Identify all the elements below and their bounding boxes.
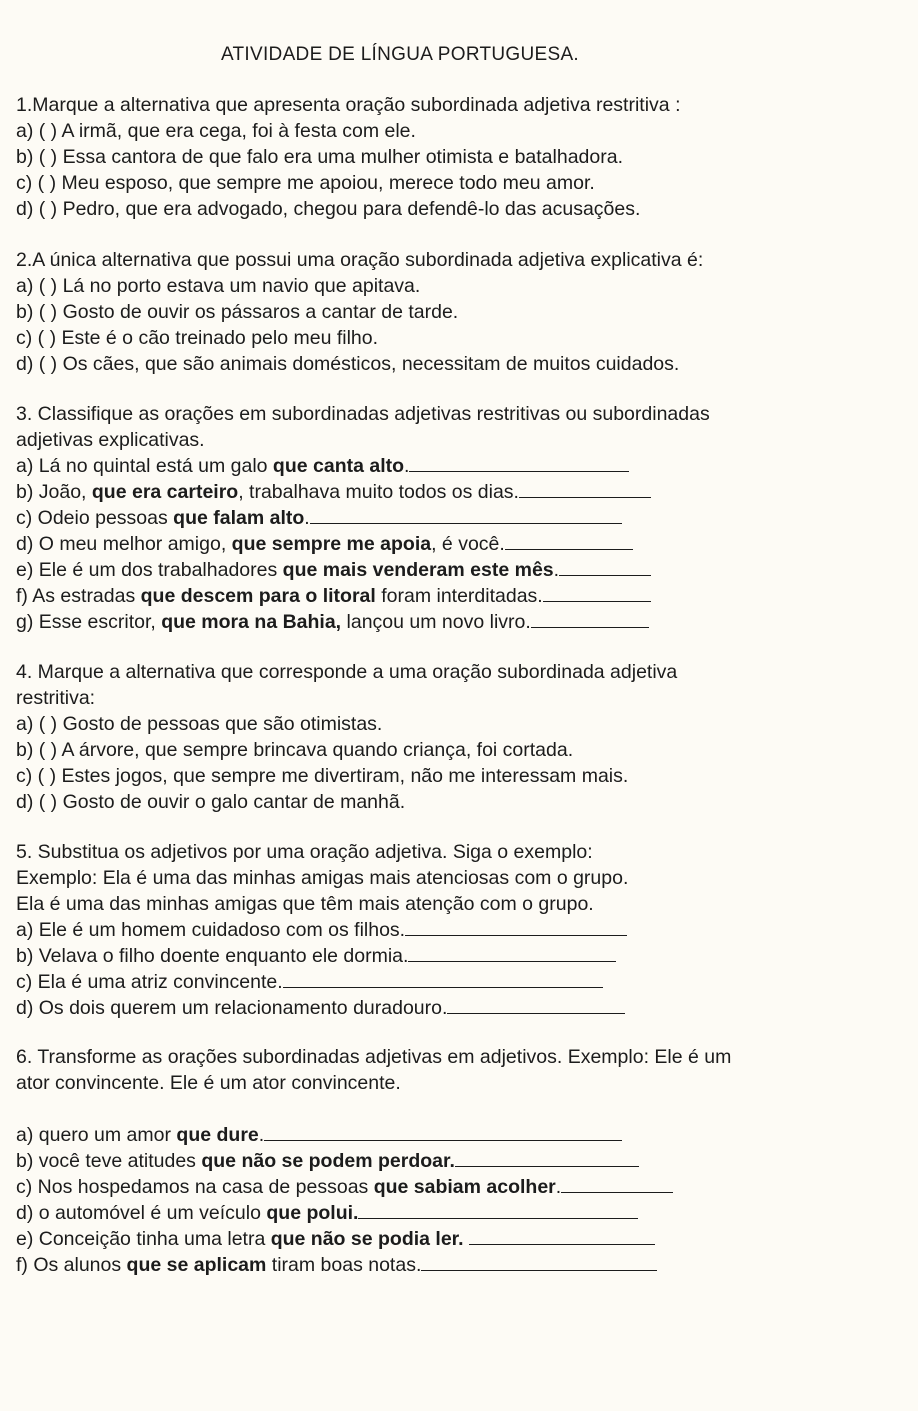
q1-option-b: b) ( ) Essa cantora de que falo era uma mulher otimista e batalhadora. [16, 146, 623, 168]
answer-blank[interactable] [559, 559, 651, 576]
answer-blank[interactable] [408, 945, 616, 962]
q3-item-e: e) Ele é um dos trabalhadores que mais venderam este mês. [16, 559, 651, 581]
q2-option-b: b) ( ) Gosto de ouvir os pássaros a cantar de tarde. [16, 301, 459, 323]
q5-item-a: a) Ele é um homem cuidadoso com os filhos. [16, 919, 627, 941]
q4-option-c: c) ( ) Estes jogos, que sempre me divertiram, não me interessam mais. [16, 765, 629, 787]
answer-blank[interactable] [519, 481, 651, 498]
q2-option-a: a) ( ) Lá no porto estava um navio que apitava. [16, 275, 421, 297]
q6-item-e: e) Conceição tinha uma letra que não se podia ler. [16, 1228, 655, 1250]
q5-item-b: b) Velava o filho doente enquanto ele dormia. [16, 945, 616, 967]
q1-option-d: d) ( ) Pedro, que era advogado, chegou para defendê-lo das acusações. [16, 198, 641, 220]
q5-example-line1: Exemplo: Ela é uma das minhas amigas mais atenciosas com o grupo. [16, 867, 629, 889]
answer-blank[interactable] [264, 1124, 622, 1141]
q6-prompt-line1: 6. Transforme as orações subordinadas adjetivas em adjetivos. Exemplo: Ele é um [16, 1046, 732, 1068]
q5-prompt: 5. Substitua os adjetivos por uma oração adjetiva. Siga o exemplo: [16, 841, 593, 863]
answer-blank[interactable] [505, 533, 633, 550]
q2-option-d: d) ( ) Os cães, que são animais domésticos, necessitam de muitos cuidados. [16, 353, 680, 375]
q1-option-c: c) ( ) Meu esposo, que sempre me apoiou, merece todo meu amor. [16, 172, 595, 194]
answer-blank[interactable] [543, 585, 651, 602]
q4-option-a: a) ( ) Gosto de pessoas que são otimistas. [16, 713, 383, 735]
q3-prompt-line2: adjetivas explicativas. [16, 429, 205, 451]
answer-blank[interactable] [358, 1202, 638, 1219]
answer-blank[interactable] [421, 1254, 657, 1271]
q4-prompt-line1: 4. Marque a alternativa que corresponde a uma oração subordinada adjetiva [16, 661, 678, 683]
q1-prompt: 1.Marque a alternativa que apresenta oração subordinada adjetiva restritiva : [16, 94, 681, 116]
q6-prompt-line2: ator convincente. Ele é um ator convincente. [16, 1072, 401, 1094]
q5-item-d: d) Os dois querem um relacionamento duradouro. [16, 997, 625, 1019]
answer-blank[interactable] [405, 919, 627, 936]
q1-option-a: a) ( ) A irmã, que era cega, foi à festa com ele. [16, 120, 416, 142]
q6-item-a: a) quero um amor que dure. [16, 1124, 622, 1146]
answer-blank[interactable] [283, 971, 603, 988]
q3-item-a: a) Lá no quintal está um galo que canta alto. [16, 455, 629, 477]
q4-prompt-line2: restritiva: [16, 687, 96, 709]
answer-blank[interactable] [469, 1228, 655, 1245]
q3-item-f: f) As estradas que descem para o litoral foram interditadas. [16, 585, 651, 607]
page-title: ATIVIDADE DE LÍNGUA PORTUGUESA. [220, 44, 580, 65]
answer-blank[interactable] [531, 611, 649, 628]
q3-item-c: c) Odeio pessoas que falam alto. [16, 507, 622, 529]
answer-blank[interactable] [447, 997, 625, 1014]
q3-item-g: g) Esse escritor, que mora na Bahia, lançou um novo livro. [16, 611, 649, 633]
q6-item-c: c) Nos hospedamos na casa de pessoas que sabiam acolher. [16, 1176, 673, 1198]
answer-blank[interactable] [455, 1150, 639, 1167]
q2-option-c: c) ( ) Este é o cão treinado pelo meu filho. [16, 327, 379, 349]
q3-item-b: b) João, que era carteiro, trabalhava muito todos os dias. [16, 481, 651, 503]
q2-prompt: 2.A única alternativa que possui uma oração subordinada adjetiva explicativa é: [16, 249, 704, 271]
q5-item-c: c) Ela é uma atriz convincente. [16, 971, 603, 993]
answer-blank[interactable] [409, 455, 629, 472]
answer-blank[interactable] [310, 507, 622, 524]
q6-item-f: f) Os alunos que se aplicam tiram boas notas. [16, 1254, 657, 1276]
q3-prompt-line1: 3. Classifique as orações em subordinadas adjetivas restritivas ou subordinadas [16, 403, 710, 425]
answer-blank[interactable] [561, 1176, 673, 1193]
q5-example-line2: Ela é uma das minhas amigas que têm mais atenção com o grupo. [16, 893, 594, 915]
q4-option-d: d) ( ) Gosto de ouvir o galo cantar de manhã. [16, 791, 406, 813]
q6-item-b: b) você teve atitudes que não se podem perdoar. [16, 1150, 639, 1172]
q6-item-d: d) o automóvel é um veículo que polui. [16, 1202, 638, 1224]
q3-item-d: d) O meu melhor amigo, que sempre me apoia, é você. [16, 533, 633, 555]
q4-option-b: b) ( ) A árvore, que sempre brincava quando criança, foi cortada. [16, 739, 574, 761]
